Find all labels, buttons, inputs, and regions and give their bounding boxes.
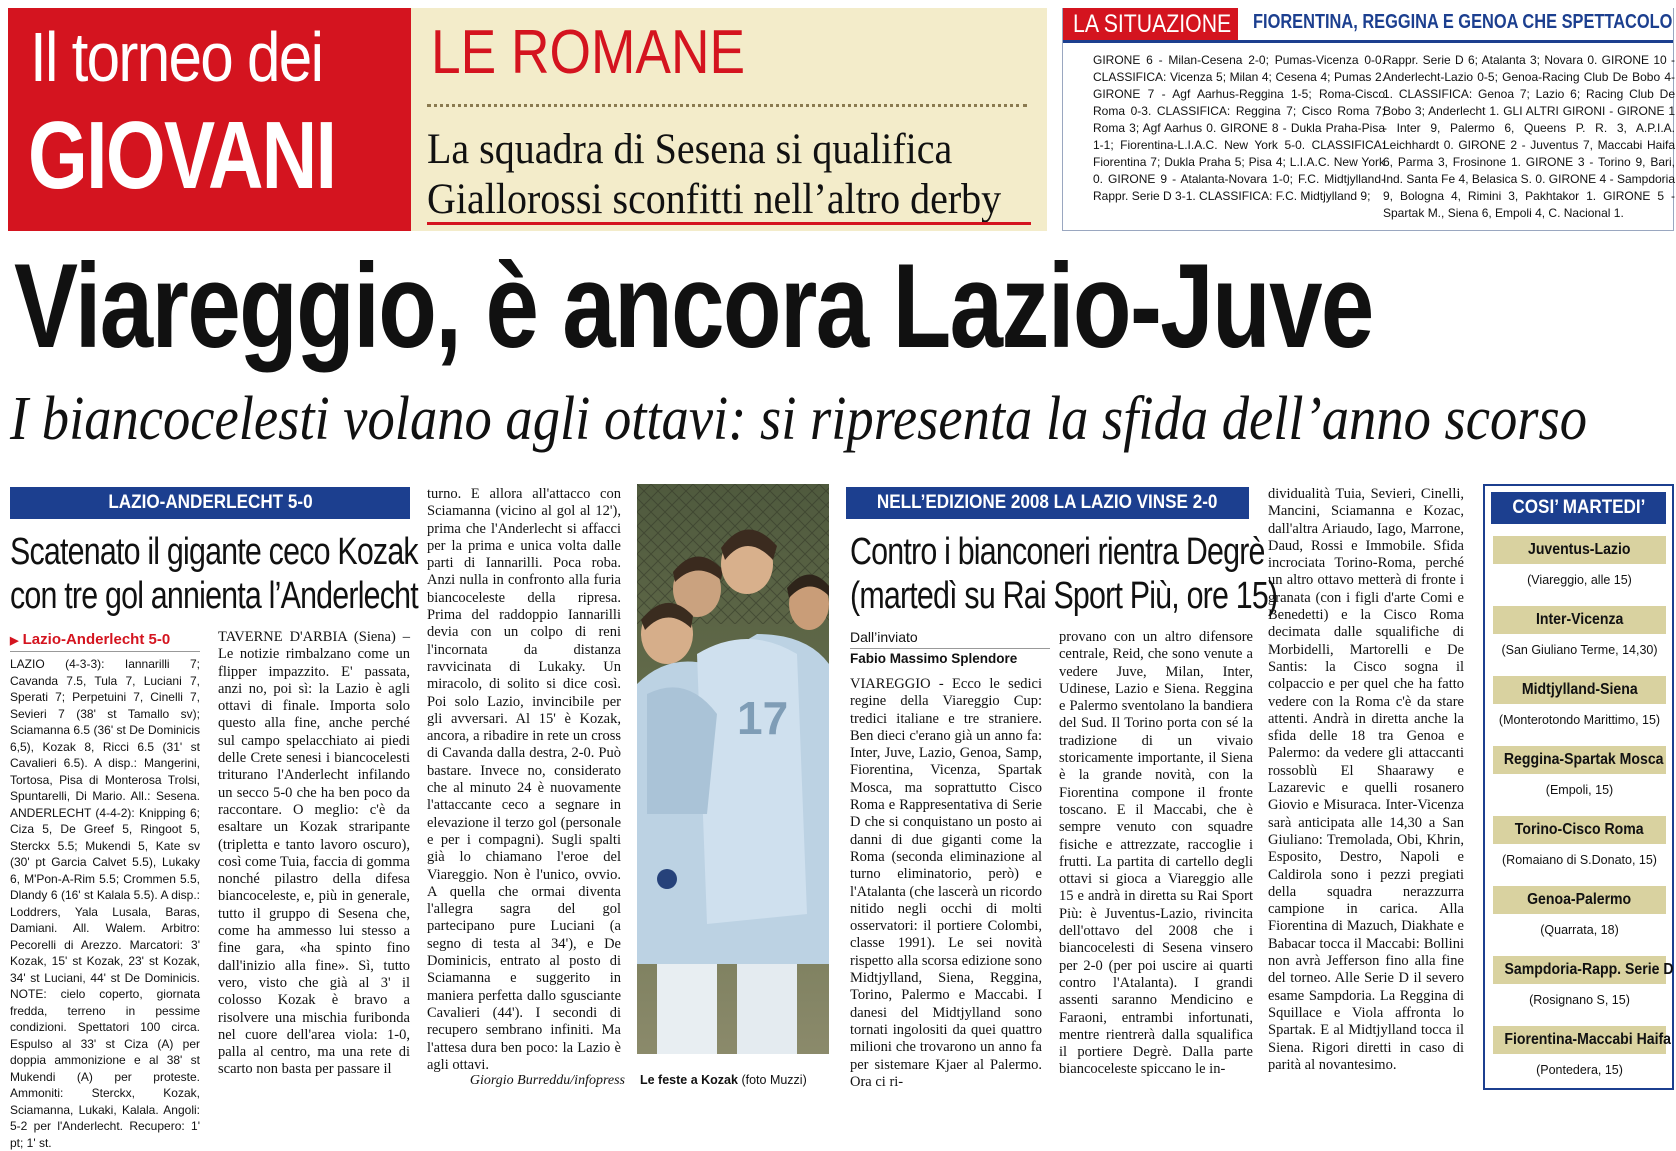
right-author: Fabio Massimo Splendore xyxy=(850,648,1050,666)
fixture-match xyxy=(1493,886,1666,914)
fixture-place: (Monterotondo Marittimo, 15) xyxy=(1498,713,1661,727)
right-article-col3: dividualità Tuia, Sevieri, Cinelli, Mancini, Sciamanna e Kozac, dall'altra Ariaudo, Iago, Marrone, Daud, Rossi e Immobile. Sfida incrociata Torino-Roma, perché un altro ottavo metterà di fronte i granata (con i figli d'arte Comi e Benedetti) e la Cisco Roma decimata dalle squalifiche di Morbidelli, Martorelli e De Santis: la Cisco sogna il colpaccio e per quel che ha fatto vedere con la Roma c'è da stare attenti. Andrà in diretta anche la sfida delle 18 tra Genoa e Palermo: da vedere gli attaccanti rossoblù El Shaarawy e Lazarevic e quelli rosanero Giovio e Misuraca. Inter-Vicenza sarà anticipata alle 14,30 a San Giuliano: Tremolada, Obi, Khrin, Esposito, Destro, Napoli e Caldirola sono i pezzi pregiati della squadra nerazzurra campione in carica. Alla Fiorentina di Mazuch, Diakhate e Babacar tocca il Maccabi: Bollini non avrà Jefferson fino alla fine del torneo. Alle Serie D il severo esame Sampdoria. La Reggina di Squillace e Viola affronta lo Spartak. E al Midtjylland tocca il Siena. Rigori diretti in caso di parità al novantesimo. xyxy=(1268,486,1464,1073)
fixture-match xyxy=(1493,1026,1672,1054)
cosi-martedi-title xyxy=(1491,492,1666,524)
fixture-row xyxy=(1493,606,1666,657)
fixture-row xyxy=(1493,536,1666,587)
fixture-match-text: Reggina-Spartak Mosca xyxy=(1503,751,1664,768)
situazione-label xyxy=(1063,8,1238,40)
cosi-martedi-title-text: COSI’ MARTEDI’ xyxy=(1511,497,1646,518)
fixture-match xyxy=(1493,746,1666,774)
headline-deck: I biancocelesti volano agli ottavi: si ripresenta la sfida dell’anno scorso xyxy=(10,385,1588,453)
right-subhead-line1: Contro i bianconeri rientra Degrè xyxy=(850,531,1265,573)
right-subhead-line2: (martedì su Rai Sport Più, ore 15) xyxy=(850,575,1278,617)
situazione-column-1: GIRONE 6 - Milan-Cesena 2-0; Pumas-Vicenza 0-0. CLASSIFICA: Vicenza 5; Milan 4; Cesena 4; Pumas 2. GIRONE 7 - Agf Aarhus-Reggina 1-5; Roma-Cisco Roma 0-3. CLASSIFICA: Reggina 7; Cisco Roma 7; Roma 3; Agf Aarhus 0. GIRONE 8 - Dukla Praha-Pisa 1-1; Fiorentina-L.I.A.C. New York 5-0. CLASSIFICA: Fiorentina 7; Dukla Praha 5; Pisa 4; L.I.A.C. New York 0. GIRONE 9 - Atalanta-Novara 1-0; F.C. Midtjylland-Rappr. Serie D 3-1. CLASSIFICA: F.C. Midtjylland 9; xyxy=(1093,53,1385,203)
dotted-divider xyxy=(427,104,1027,107)
situazione-box xyxy=(1062,8,1674,231)
left-subhead-line1: Scatenato il gigante ceco Kozak xyxy=(10,531,418,573)
romane-underline xyxy=(427,222,1031,225)
left-section-head xyxy=(10,487,410,519)
torneo-banner xyxy=(8,8,411,231)
fixture-place: (Empoli, 15) xyxy=(1545,783,1614,797)
fixture-row xyxy=(1493,956,1674,1007)
fixture-row xyxy=(1493,1026,1672,1077)
romane-kicker: LE ROMANE xyxy=(431,18,746,87)
fixture-match-text: Fiorentina-Maccabi Haifa xyxy=(1504,1031,1672,1048)
main-headline: Viareggio, è ancora Lazio-Juve xyxy=(14,239,1373,373)
torneo-line1: Il torneo dei xyxy=(30,18,323,96)
fixture-match xyxy=(1493,956,1674,984)
cosi-martedi-box xyxy=(1483,484,1674,1090)
left-article-col2: turno. E allora all'attacco con Sciamanna (vicino al gol al 12'), prima che l'Anderlecht si affacci per la prima e unica volta dalle parti di Iannarilli. Poca roba. Anzi nulla in confronto alla furia biancoceleste della ripresa. Prima del raddoppio Iannarilli devia con un colpo di reni l'incornata da distanza ravvicinata di Lukaky. Un miracolo, di solito si dice così. Poi solo Lazio, invincibile per gli avversari. Al 15' è Kozak, ancora, a ribadire in rete un cross di Cavanda dalla destra, 2-0. Può bastare. Invece no, considerato che al minuto 24 è nuovamente l'attaccante ceco a segnare in elevazione il terzo gol (personale e per i compagni). Sugli spalti già lo chiamano l'eroe del Viareggio. Non è l'unico, ovvio. A quella che ormai diventa l'allegra sagra del gol partecipano pure Luciani (a segno di testa al 34'), e De Dominicis, entrato al posto di Sciamanna e suggerito in maniera perfetta dallo sgusciante Cavalieri (44'). I secondi di recupero sembrano infiniti. Ma l'attesa dura ben poco: la Lazio è agli ottavi. xyxy=(427,486,621,1073)
left-subhead-line2: con tre gol annienta l’Anderlecht xyxy=(10,575,418,617)
romane-box xyxy=(411,8,1047,231)
photo-caption xyxy=(640,1073,830,1087)
dallinviato-label: Dall’inviato xyxy=(850,629,918,645)
situazione-label-text: LA SITUAZIONE xyxy=(1073,10,1232,38)
romane-title-line2: Giallorossi sconfitti nell’altro derby xyxy=(427,176,1002,223)
fixture-match xyxy=(1493,816,1666,844)
fixture-place: (Romaiano di S.Donato, 15) xyxy=(1502,853,1657,867)
fixture-match xyxy=(1493,536,1666,564)
match-report-title-text: Lazio-Anderlecht 5-0 xyxy=(22,631,171,648)
red-arrow-icon: ▶ xyxy=(10,635,19,647)
fixture-match-text: Midtjylland-Siena xyxy=(1521,681,1638,698)
match-report-text: LAZIO (4-3-3): Iannarilli 7; Cavanda 7.5, Tula 7, Luciani 7, Sperati 7; Perpetuini 7, Cinelli 7, Sevieri 7 (38' st Tamallo sv); Sciamanna 6.5 (36' st De Dominicis 6,5), Kozak 8, Ricci 6.5 (31' st Cavalieri 6.5). A disp.: Mangerini, Tortosa, Pisa di Monterosa Trolsi, Spuntarelli, Di Mario. All.: Sesena. ANDERLECHT (4-4-2): Knipping 6; Ciza 5, De Greef 5, Ringoot 5, Sterckx 5.5; Mukendi 5, Kate sv (30' pt Garcia Calvet 5.5), Lukaky 6, M'Pon-A-Rim 5.5; Crommen 5.5, Dlandy 6 (16' st Kalala 5.5). A disp.: Loddrers, Yala Lusala, Baras, Damiani. All. Walem. Arbitro: Pecorelli di Arezzo. Marcatori: 3' Kozak, 15' st Kozak, 23' st Kozak, 34' st Luciani, 44' st De Dominicis. NOTE: cielo coperto, giornata fredda, terreno in pessime condizioni. Spettatori 100 circa. Espulso al 33' st Ciza (A) per doppia ammonizione e al 38' st Mukendi (A) per proteste. Ammoniti: Sterckx, Kozak, Sciamanna, Lukaki, Kalala. Angoli: 5-2 per l'Anderlecht. Recupero: 1' pt; 1' st. xyxy=(10,657,200,1150)
left-section-text: LAZIO-ANDERLECHT 5-0 xyxy=(107,492,313,513)
caption-title: Le feste a Kozak xyxy=(640,1073,738,1087)
situazione-column-2: Rappr. Serie D 6; Atalanta 3; Novara 0. GIRONE 10 - Anderlecht-Lazio 0-5; Genoa-Racing Club De Bobo 4-1. CLASSIFICA: Genoa 7; Lazio 6; Racing Club De Bobo 3; Anderlecht 1. GLI ALTRI GIRONI - GIRONE 1 - Inter 9, Palermo 6, Queens P. R. 3, A.P.I.A. Leichhardt 0. GIRONE 2 - Juventus 7, Maccabi Haifa 6, Parma 3, Frosinone 1. GIRONE 3 - Torino 9, Bari, Ind. Santa Fe 4, Belasica S. 0. GIRONE 4 - Sampdoria 9, Bologna 4, Rimini 3, Pakhtakor 1. GIRONE 5 - Spartak M., Siena 6, Empoli 4, C. Nacional 1. xyxy=(1383,53,1675,220)
fixture-match-text: Juventus-Lazio xyxy=(1528,541,1631,558)
kozak-celebration-photo xyxy=(637,484,829,1054)
left-byline: Giorgio Burreddu/infopress xyxy=(469,1073,625,1088)
fixture-row xyxy=(1493,676,1666,727)
right-article-col2: provano con un altro difensore centrale, Reid, che sono venute a vedere Juve, Milan, Inter, Udinese, Lazio e Siena. Reggina e Palermo sventolano la bandiera del Sud. Il Torino porta con sé la tradizione di un vivaio storicamente importante, il Siena è la grande novità, con la Fiorentina compone il fronte toscano. E il Maccabi, che è sempre venuto con squadre fisiche e attrezzate, raccoglie i frutti. La partita di cartello degli ottavi si gioca a Viareggio alle 15 e andrà in diretta su Rai Sport Più: è Juventus-Lazio, rivincita dell'ottavo del 2008 che i biancocelesti di Sesena vinsero per 2-0 (per poi uscire ai quarti contro l'Atalanta). I grandi assenti saranno Mendicino e Faraoni, entrambi infortunati, mentre rientrerà dalla squalifica il portiere Degrè. Dalla parte biancoceleste spiccano le in- xyxy=(1059,629,1253,1078)
right-section-text: NELL’EDIZIONE 2008 LA LAZIO VINSE 2-0 xyxy=(877,492,1218,513)
right-section-head xyxy=(846,487,1249,519)
fixture-place: (San Giuliano Terme, 14,30) xyxy=(1501,643,1658,657)
romane-title-line1: La squadra di Sesena si qualifica xyxy=(427,126,953,173)
caption-credit: (foto Muzzi) xyxy=(741,1073,807,1087)
fixture-match xyxy=(1493,606,1666,634)
photo-illustration xyxy=(637,484,829,1054)
right-article-col1: VIAREGGIO - Ecco le sedici regine della Viareggio Cup: tredici italiane e tre straniere. Ben dieci c'erano già un anno fa: Inter, Juve, Lazio, Genoa, Samp, Fiorentina, Vicenza, Spartak Mosca, ma soprattutto Cisco Roma e Rappresentativa di Serie D che si conquistano un posto ai danni di due giganti come la Roma (seconda eliminazione al turno eliminatorio, però) e l'Atalanta (che lascerà un ricordo nitido negli occhi di molti osservatori: il portiere Colombi, classe 1991). Le sei novità rispetto alla scorsa edizione sono Midtjylland, Siena, Reggina, Torino, Palermo e Maccabi. I danesi del Midtjylland sono tornati ingolositi da quei quattro milioni che trovarono un anno fa per sistemare Kjaer al Palermo. Ora ci ri- xyxy=(850,676,1042,1090)
fixture-match-text: Inter-Vicenza xyxy=(1535,611,1624,628)
fixture-place: (Quarrata, 18) xyxy=(1540,923,1619,937)
fixture-row xyxy=(1493,886,1666,937)
left-article-col1: TAVERNE D'ARBIA (Siena) – Le notizie rimbalzano come un flipper impazzito. E' passata, anzi no, poi sì: la Lazio è agli ottavi di finale. Importa solo questo alla fine, anche perché sul campo spelacchiato ai piedi delle Crete senesi i biancocelesti triturano l'Anderlecht infilando un secco 5-0 che ha ben poco da raccontare. O meglio: c'è da esaltare un Kozak straripante (tripletta e tanto lavoro oscuro), così come Tuia, faccia di gomma nonché pilastro della difesa biancoceleste, e, più in generale, tutto il gruppo di Sesena che, come ha ammesso lui stesso a fine gara, «ha spinto fino dall'inizio alla fine». Sì, tutto vero, visto che già al 3' il colosso Kozak è bravo a risolvere una mischia furibonda nel cuore dell'area viola: 1-0, palla al centro, ma una rete di scarto non basta per passare il xyxy=(218,629,410,1078)
torneo-line2: GIOVANI xyxy=(28,102,336,209)
fixture-row xyxy=(1493,746,1666,797)
fixture-match xyxy=(1493,676,1666,704)
svg-text:17: 17 xyxy=(737,692,789,744)
fixture-place: (Viareggio, alle 15) xyxy=(1527,573,1632,587)
fixture-match-text: Sampdoria-Rapp. Serie D xyxy=(1504,961,1674,978)
fixture-row xyxy=(1493,816,1666,867)
match-report-title xyxy=(10,631,200,652)
match-report-box xyxy=(10,631,200,1150)
fixture-place: (Pontedera, 15) xyxy=(1536,1063,1623,1077)
fixture-place: (Rosignano S, 15) xyxy=(1529,993,1630,1007)
situazione-title: FIORENTINA, REGGINA E GENOA CHE SPETTACOLO xyxy=(1253,11,1673,33)
fixture-match-text: Torino-Cisco Roma xyxy=(1515,821,1644,838)
fixture-match-text: Genoa-Palermo xyxy=(1527,891,1632,908)
